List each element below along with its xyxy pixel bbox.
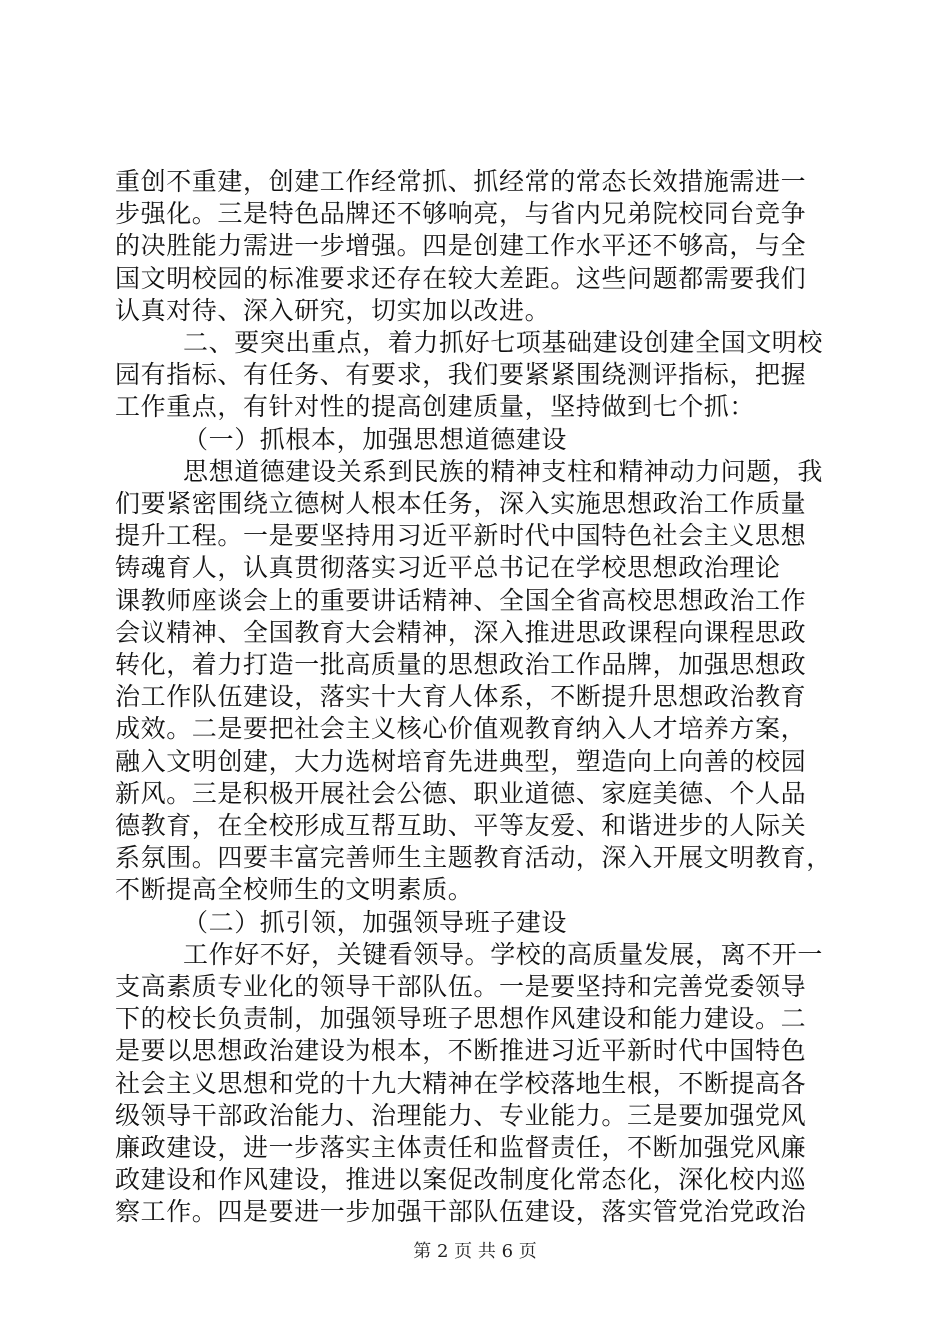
text-line: 课教师座谈会上的重要讲话精神、全国全省高校思想政治工作 xyxy=(115,586,807,615)
text-line: 治工作队伍建设，落实十大育人体系，不断提升思想政治教育 xyxy=(115,682,807,711)
text-line: 系氛围。四要丰富完善师生主题教育活动，深入开展文明教育， xyxy=(115,843,832,872)
text-line: 思想道德建设关系到民族的精神支柱和精神动力问题，我 xyxy=(183,457,824,486)
text-line: 步强化。三是特色品牌还不够响亮，与省内兄弟院校同台竞争 xyxy=(115,199,807,228)
text-line: 会议精神、全国教育大会精神，深入推进思政课程向课程思政 xyxy=(115,618,807,647)
text-line: 不断提高全校师生的文明素质。 xyxy=(115,875,474,904)
text-line: 转化，着力打造一批高质量的思想政治工作品牌，加强思想政 xyxy=(115,650,807,679)
text-line: 察工作。四是要进一步加强干部队伍建设，落实管党治党政治 xyxy=(115,1197,807,1226)
text-line: 认真对待、深入研究，切实加以改进。 xyxy=(115,296,551,325)
text-line: 级领导干部政治能力、治理能力、专业能力。三是要加强党风 xyxy=(115,1101,807,1130)
text-line: 新风。三是积极开展社会公德、职业道德、家庭美德、个人品 xyxy=(115,779,807,808)
subsection-heading: （二）抓引领，加强领导班子建设 xyxy=(183,908,568,937)
text-line: 工作重点，有针对性的提高创建质量，坚持做到七个抓： xyxy=(115,392,756,421)
text-line: 社会主义思想和党的十九大精神在学校落地生根，不断提高各 xyxy=(115,1069,807,1098)
text-line: 提升工程。一是要坚持用习近平新时代中国特色社会主义思想 xyxy=(115,521,807,550)
text-line: 工作好不好，关键看领导。学校的高质量发展，离不开一 xyxy=(183,940,824,969)
text-line: 的决胜能力需进一步增强。四是创建工作水平还不够高，与全 xyxy=(115,231,807,260)
text-line: 园有指标、有任务、有要求，我们要紧紧围绕测评指标，把握 xyxy=(115,360,807,389)
text-line: 支高素质专业化的领导干部队伍。一是要坚持和完善党委领导 xyxy=(115,972,807,1001)
text-line: 德教育，在全校形成互帮互助、平等友爱、和谐进步的人际关 xyxy=(115,811,807,840)
page-number-footer: 第 2 页 共 6 页 xyxy=(413,1241,537,1262)
text-line: 国文明校园的标准要求还存在较大差距。这些问题都需要我们 xyxy=(115,264,807,293)
text-line: 融入文明创建，大力选树培育先进典型，塑造向上向善的校园 xyxy=(115,747,807,776)
text-line: 重创不重建，创建工作经常抓、抓经常的常态长效措施需进一 xyxy=(115,167,807,196)
text-line: 成效。二是要把社会主义核心价值观教育纳入人才培养方案， xyxy=(115,714,807,743)
text-line: 铸魂育人，认真贯彻落实习近平总书记在学校思想政治理论 xyxy=(115,553,781,582)
subsection-heading: （一）抓根本，加强思想道德建设 xyxy=(183,425,568,454)
text-line: 是要以思想政治建设为根本，不断推进习近平新时代中国特色 xyxy=(115,1036,807,1065)
text-line: 们要紧密围绕立德树人根本任务，深入实施思想政治工作质量 xyxy=(115,489,807,518)
section-heading: 二、要突出重点，着力抓好七项基础建设创建全国文明校 xyxy=(183,328,824,357)
text-line: 政建设和作风建设，推进以案促改制度化常态化，深化校内巡 xyxy=(115,1165,807,1194)
text-line: 下的校长负责制，加强领导班子思想作风建设和能力建设。二 xyxy=(115,1004,807,1033)
text-line: 廉政建设，进一步落实主体责任和监督责任，不断加强党风廉 xyxy=(115,1133,807,1162)
